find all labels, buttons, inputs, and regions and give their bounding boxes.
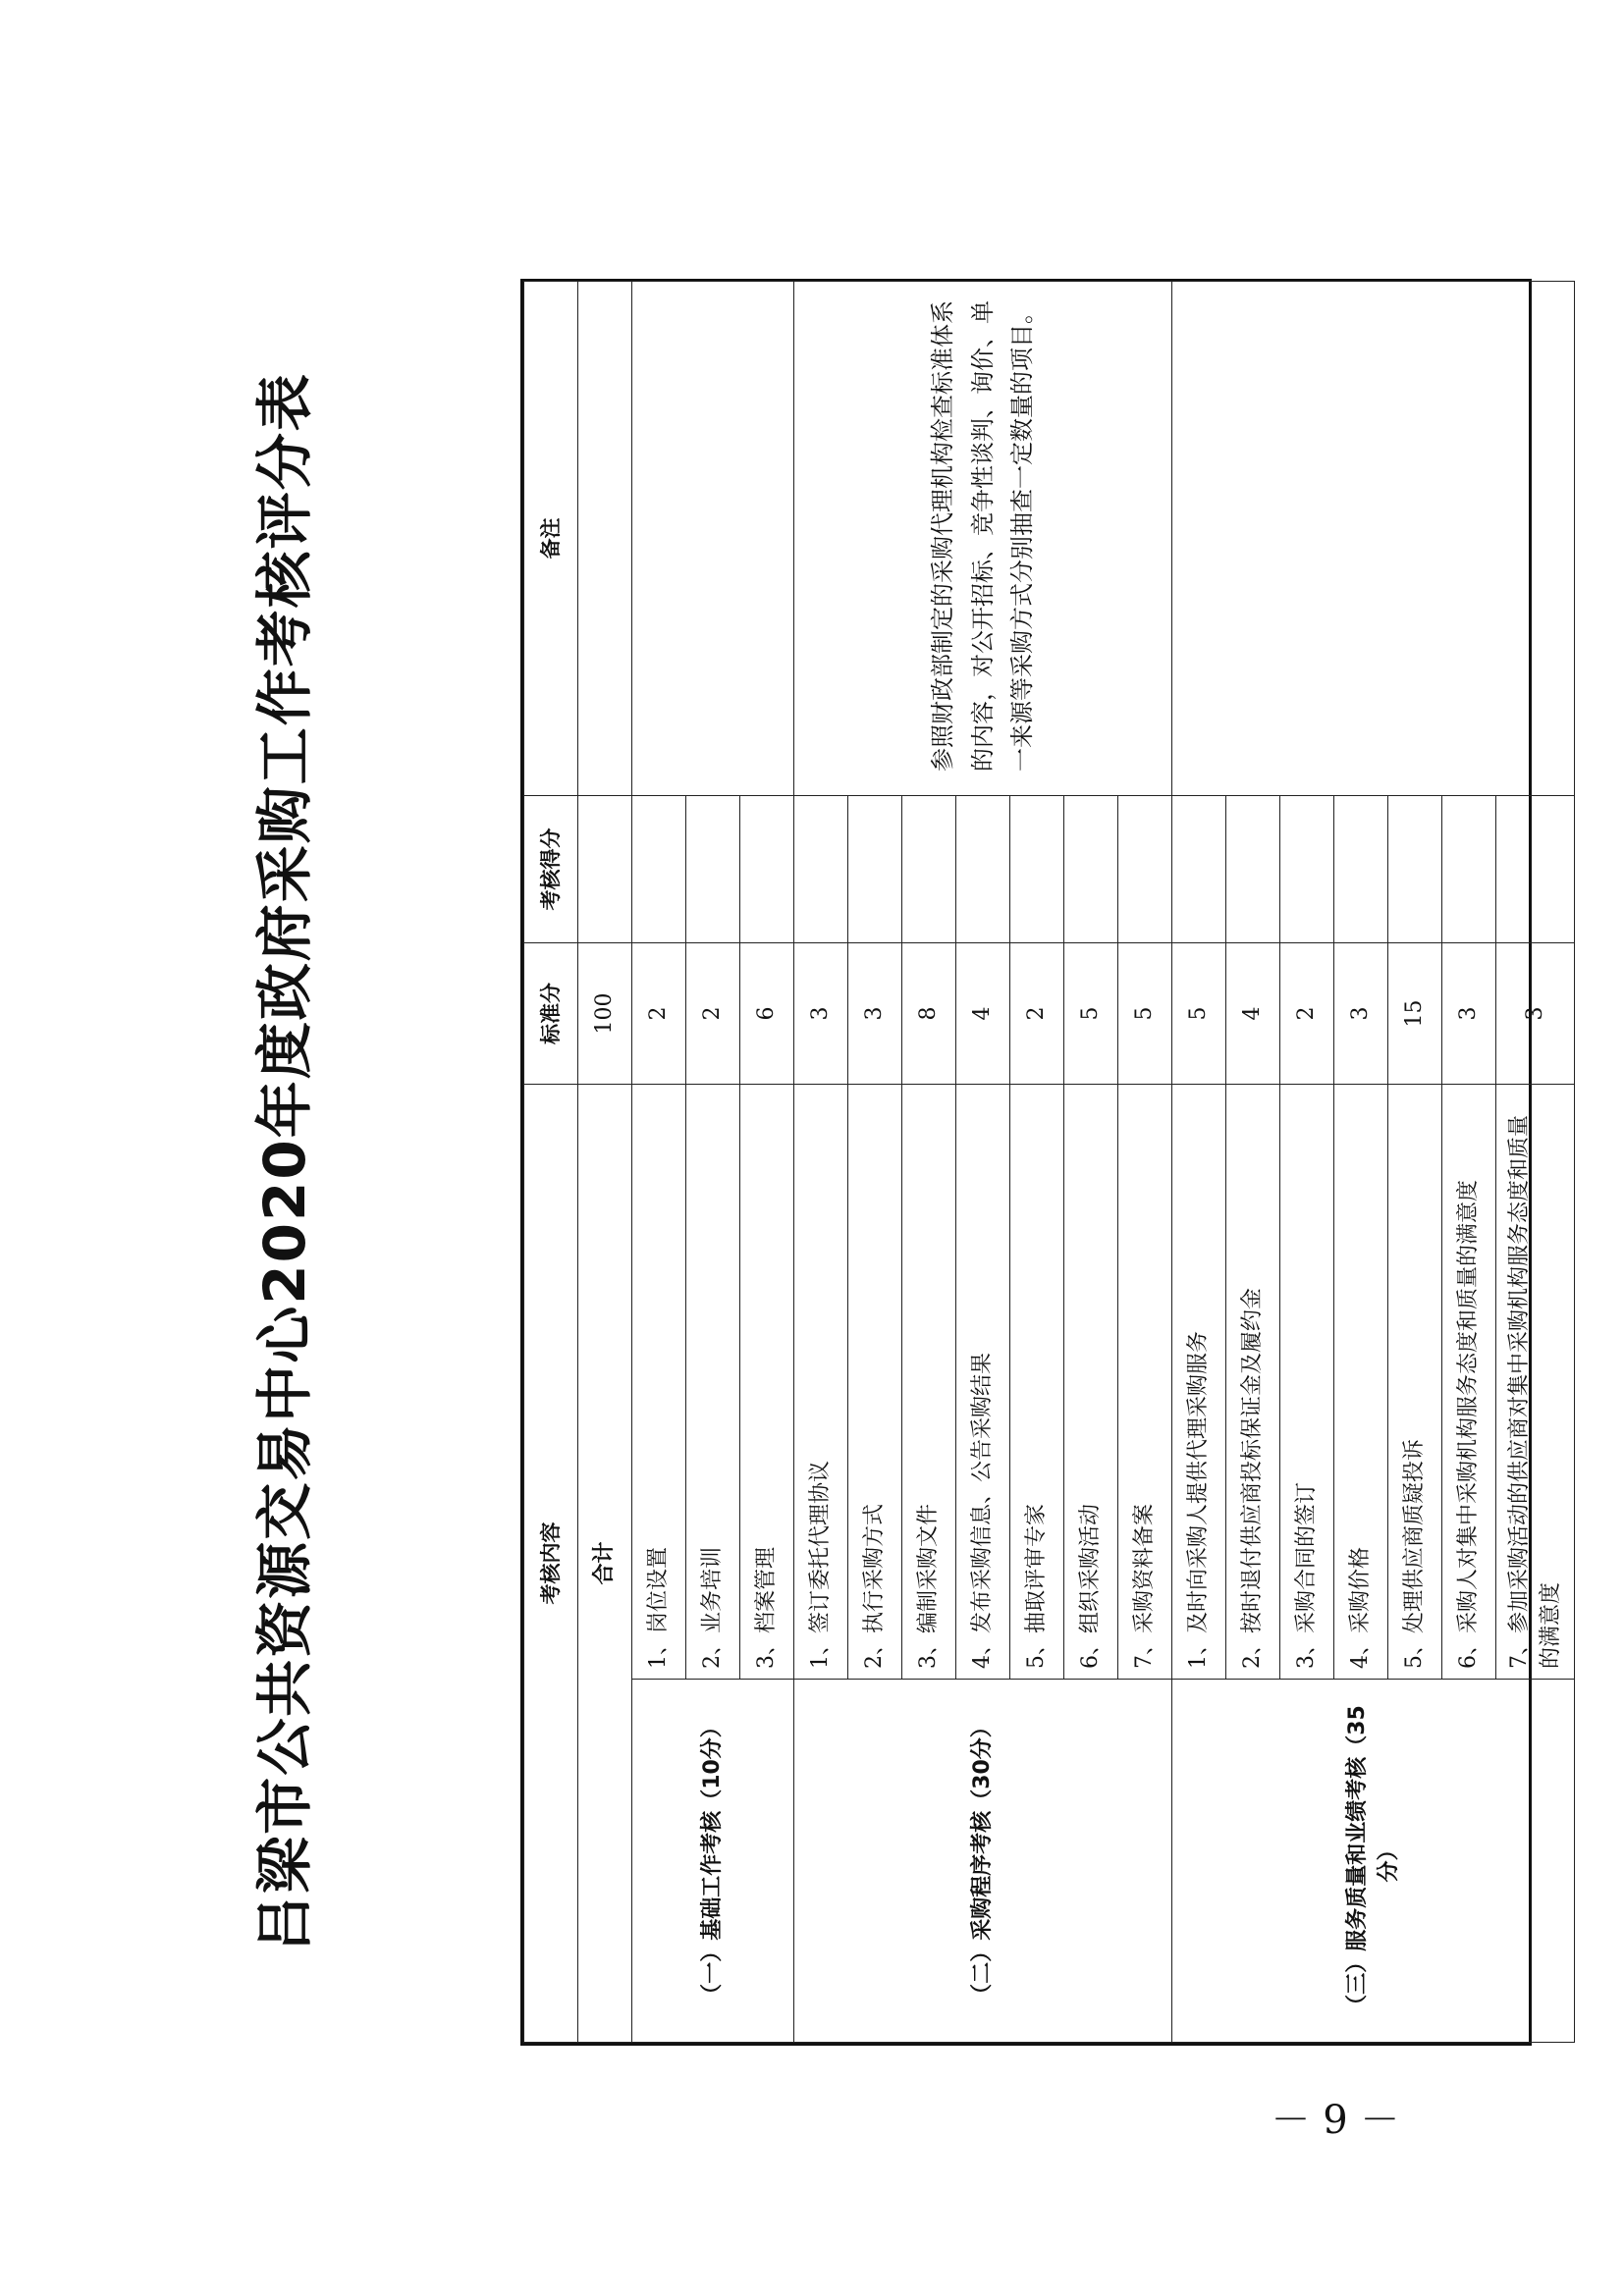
header-content: 考核内容 <box>524 1085 578 2043</box>
standard-score-cell: 3 <box>1334 943 1388 1085</box>
item-cell: 5、抽取评审专家 <box>1010 1085 1064 1680</box>
assessed-score-cell <box>1496 796 1575 943</box>
standard-score-cell: 3 <box>1496 943 1575 1085</box>
item-cell: 7、采购资料备案 <box>1118 1085 1172 1680</box>
assessed-score-cell <box>686 796 740 943</box>
item-cell: 1、及时向采购人提供代理采购服务 <box>1172 1085 1226 1680</box>
assessed-score-cell <box>740 796 794 943</box>
item-cell: 3、档案管理 <box>740 1085 794 1680</box>
assessed-score-cell <box>1334 796 1388 943</box>
page-number: － 9 － <box>1271 2098 1400 2143</box>
document-title: 吕梁市公共资源交易中心2020年度政府采购工作考核评分表 <box>251 372 318 1952</box>
score-table-container <box>520 279 1563 2046</box>
item-cell: 6、组织采购活动 <box>1064 1085 1118 1680</box>
score-table <box>523 281 1575 2043</box>
category-cell: （一）基础工作考核（10分） <box>632 1680 794 2043</box>
category-cell: （二）采购程序考核（30分） <box>794 1680 1172 2043</box>
header-standard: 标准分 <box>524 943 578 1085</box>
item-cell: 2、业务培训 <box>686 1085 740 1680</box>
total-score-cell <box>578 796 632 943</box>
item-row <box>1172 282 1226 2043</box>
assessed-score-cell <box>1010 796 1064 943</box>
total-standard: 100 <box>578 943 632 1085</box>
item-cell: 6、采购人对集中采购机构服务态度和质量的满意度 <box>1442 1085 1496 1680</box>
standard-score-cell: 2 <box>686 943 740 1085</box>
assessed-score-cell <box>1226 796 1280 943</box>
assessed-score-cell <box>1064 796 1118 943</box>
item-row <box>794 282 848 2043</box>
total-row <box>578 282 632 2043</box>
standard-score-cell: 8 <box>902 943 956 1085</box>
standard-score-cell: 4 <box>1226 943 1280 1085</box>
standard-score-cell: 3 <box>1442 943 1496 1085</box>
item-cell: 2、按时退付供应商投标保证金及履约金 <box>1226 1085 1280 1680</box>
category-cell: （三）服务质量和业绩考核（35分） <box>1172 1680 1575 2043</box>
standard-score-cell: 2 <box>1010 943 1064 1085</box>
note-cell <box>632 282 794 796</box>
assessed-score-cell <box>956 796 1010 943</box>
assessed-score-cell <box>848 796 902 943</box>
assessed-score-cell <box>1118 796 1172 943</box>
total-label: 合计 <box>578 1085 632 2043</box>
standard-score-cell: 5 <box>1172 943 1226 1085</box>
standard-score-cell: 2 <box>632 943 686 1085</box>
standard-score-cell: 3 <box>848 943 902 1085</box>
item-cell: 4、发布采购信息、公告采购结果 <box>956 1085 1010 1680</box>
item-cell: 4、采购价格 <box>1334 1085 1388 1680</box>
item-row <box>632 282 686 2043</box>
standard-score-cell: 5 <box>1118 943 1172 1085</box>
item-cell: 3、编制采购文件 <box>902 1085 956 1680</box>
assessed-score-cell <box>1388 796 1442 943</box>
item-cell: 5、处理供应商质疑投诉 <box>1388 1085 1442 1680</box>
standard-score-cell: 15 <box>1388 943 1442 1085</box>
standard-score-cell: 3 <box>794 943 848 1085</box>
header-score: 考核得分 <box>524 796 578 943</box>
total-note-cell <box>578 282 632 796</box>
standard-score-cell: 4 <box>956 943 1010 1085</box>
assessed-score-cell <box>632 796 686 943</box>
item-cell: 3、采购合同的签订 <box>1280 1085 1334 1680</box>
header-note: 备注 <box>524 282 578 796</box>
rotated-page-content <box>226 279 1563 2046</box>
note-cell <box>1172 282 1575 796</box>
assessed-score-cell <box>1172 796 1226 943</box>
assessed-score-cell <box>1442 796 1496 943</box>
item-cell: 2、执行采购方式 <box>848 1085 902 1680</box>
header-row <box>524 282 578 2043</box>
standard-score-cell: 5 <box>1064 943 1118 1085</box>
note-cell: 参照财政部制定的采购代理机构检查标准体系的内容，对公开招标、竞争性谈判、询价、单一来源等采购方式分别抽查一定数量的项目。 <box>794 282 1172 796</box>
score-table-body <box>524 282 1575 2043</box>
item-cell: 1、岗位设置 <box>632 1085 686 1680</box>
assessed-score-cell <box>902 796 956 943</box>
assessed-score-cell <box>1280 796 1334 943</box>
item-cell: 7、参加采购活动的供应商对集中采购机构服务态度和质量的满意度 <box>1496 1085 1575 1680</box>
item-cell: 1、签订委托代理协议 <box>794 1085 848 1680</box>
assessed-score-cell <box>794 796 848 943</box>
standard-score-cell: 2 <box>1280 943 1334 1085</box>
standard-score-cell: 6 <box>740 943 794 1085</box>
